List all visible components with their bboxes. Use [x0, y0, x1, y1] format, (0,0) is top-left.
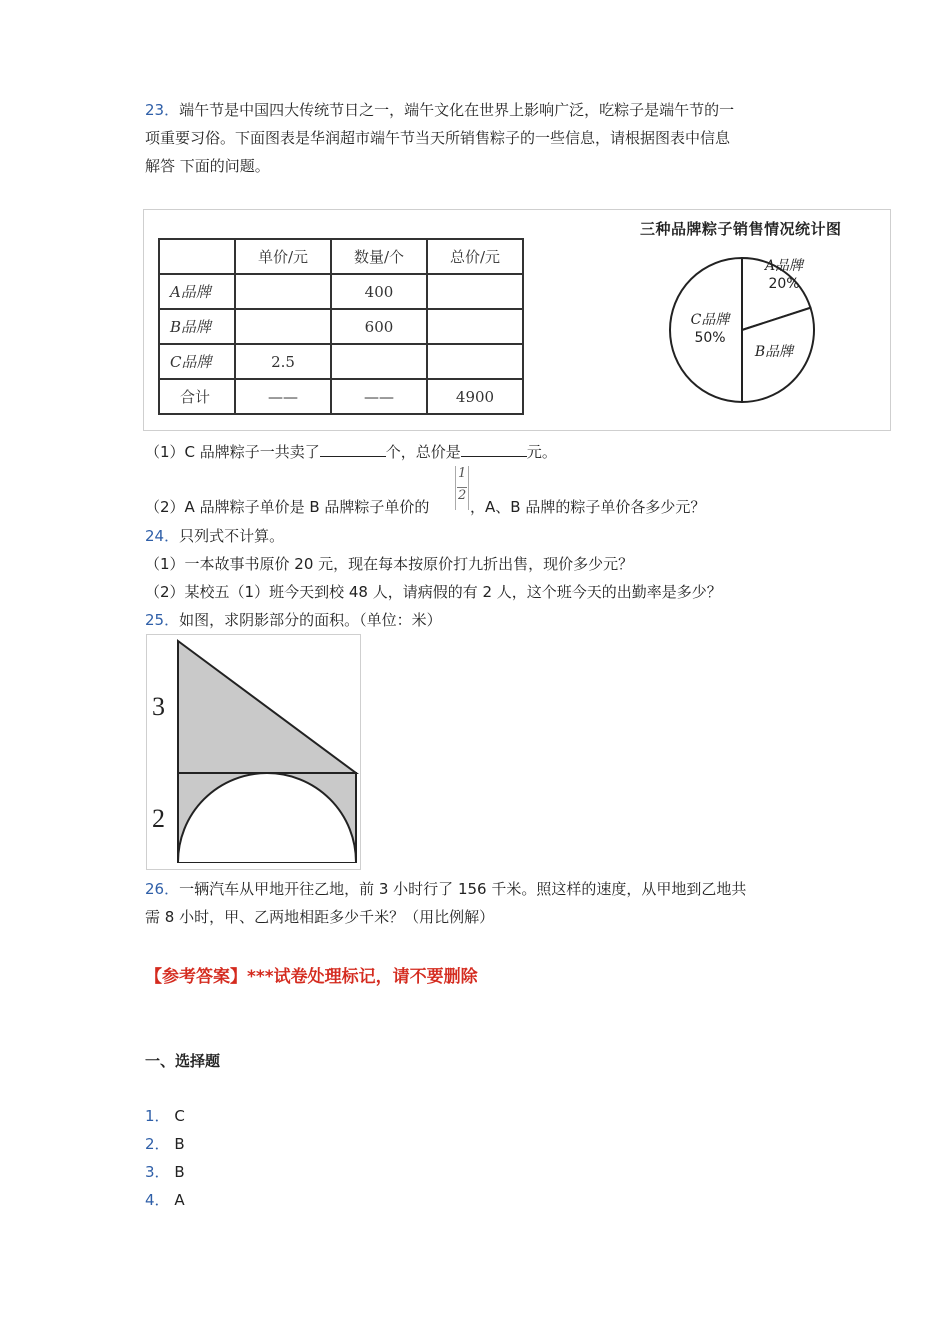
- q23-line2: 项重要习俗。下面图表是华润超市端午节当天所销售粽子的一些信息，请根据图表中信息: [145, 129, 731, 147]
- answer-item: [145, 1161, 185, 1183]
- answer-item: [145, 1105, 185, 1127]
- table-row: [159, 379, 523, 414]
- table-cell: 600: [331, 309, 427, 344]
- answer-item: [145, 1189, 185, 1211]
- table-header: 总价/元: [427, 239, 523, 274]
- geometry-diagram: [147, 635, 360, 869]
- pie-slice-label: B品牌: [754, 344, 794, 360]
- q23-sub2-part-a-wrap: [145, 496, 429, 518]
- pie-chart: [660, 238, 850, 418]
- q23-sub1-part-a: （1）C 品牌粽子一共卖了: [145, 443, 320, 461]
- table-cell: 400: [331, 274, 427, 309]
- answer-value: B: [174, 1163, 185, 1181]
- table-cell: [235, 309, 331, 344]
- q24-sub2: （2）某校五（1）班今天到校 48 人，请病假的有 2 人，这个班今天的出勤率是多少？: [145, 583, 722, 601]
- q23-sub1-part-c: 元。: [526, 443, 557, 461]
- sales-table: [158, 238, 524, 415]
- answer-value: C: [174, 1107, 185, 1125]
- table-cell: 合计: [159, 379, 235, 414]
- section-title: 一、选择题: [145, 1052, 221, 1070]
- q23-sub2-part-a: （2）A 品牌粽子单价是 B 品牌粽子单价的: [145, 498, 430, 516]
- table-row: [159, 309, 523, 344]
- label-3: 3: [152, 692, 165, 721]
- q25-text: 如图，求阴影部分的面积。（单位：米）: [179, 611, 442, 629]
- answer-number: 4．: [145, 1191, 170, 1209]
- answer-blank[interactable]: [320, 442, 386, 457]
- table-header: 单价/元: [235, 239, 331, 274]
- q23-sub2-part-b-wrap: [470, 496, 705, 518]
- q24-title: [145, 525, 284, 547]
- table-row: [159, 344, 523, 379]
- table-header: 数量/个: [331, 239, 427, 274]
- q26-number: 26．: [145, 880, 180, 898]
- table-header-row: [159, 239, 523, 274]
- table-cell: C品牌: [159, 344, 235, 379]
- table-row: [159, 274, 523, 309]
- q23-sub2-part-b: ，A、B 品牌的粽子单价各多少元？: [470, 498, 706, 516]
- q23-text: [145, 96, 810, 180]
- table-cell: B品牌: [159, 309, 235, 344]
- q23-sub1-part-b: 个，总价是: [385, 443, 461, 461]
- answer-value: B: [174, 1135, 185, 1153]
- q23-line3: 解答 下面的问题。: [145, 157, 270, 175]
- fraction-denominator: 2: [458, 488, 467, 503]
- table-cell: [235, 274, 331, 309]
- answer-number: 2．: [145, 1135, 170, 1153]
- table-cell: [427, 309, 523, 344]
- pie-slice-label: A品牌: [764, 258, 804, 274]
- table-header: [159, 239, 235, 274]
- q26-line2: 需 8 小时，甲、乙两地相距多少千米？（用比例解）: [145, 908, 495, 926]
- q23-line1: 端午节是中国四大传统节日之一，端午文化在世界上影响广泛，吃粽子是端午节的一: [179, 101, 735, 119]
- fraction-numerator: 1: [458, 466, 467, 481]
- table-cell: ——: [235, 379, 331, 414]
- answer-number: 1．: [145, 1107, 170, 1125]
- q26-text: [145, 875, 810, 931]
- table-cell: 4900: [427, 379, 523, 414]
- q24-text: 只列式不计算。: [179, 527, 285, 545]
- answer-value: A: [174, 1191, 185, 1209]
- pie-slice-label: C品牌: [690, 312, 730, 328]
- q23-number: 23．: [145, 101, 180, 119]
- q24-sub1: （1）一本故事书原价 20 元，现在每本按原价打九折出售，现价多少元？: [145, 555, 634, 573]
- q25-number: 25．: [145, 611, 180, 629]
- answer-header: 【参考答案】***试卷处理标记，请不要删除: [145, 967, 478, 987]
- fraction-image: [455, 466, 469, 510]
- table-cell: 2.5: [235, 344, 331, 379]
- shaded-triangle: [178, 641, 356, 773]
- pie-slice-percent: 50%: [694, 330, 726, 346]
- table-cell: [331, 344, 427, 379]
- table-cell: ——: [331, 379, 427, 414]
- table-cell: [427, 344, 523, 379]
- table-cell: [427, 274, 523, 309]
- answer-item: [145, 1133, 185, 1155]
- q25-title: [145, 609, 442, 631]
- label-2: 2: [152, 804, 165, 833]
- q23-sub1: [145, 441, 557, 463]
- pie-slice-percent: 20%: [768, 276, 800, 292]
- q26-line1: 一辆汽车从甲地开往乙地，前 3 小时行了 156 千米。照这样的速度，从甲地到乙地共: [179, 880, 747, 898]
- table-cell: A品牌: [159, 274, 235, 309]
- shaded-area-figure: [146, 634, 361, 870]
- pie-chart-title: 三种品牌粽子销售情况统计图: [640, 220, 842, 238]
- q24-number: 24．: [145, 527, 180, 545]
- answer-number: 3．: [145, 1163, 170, 1181]
- answer-blank[interactable]: [461, 442, 527, 457]
